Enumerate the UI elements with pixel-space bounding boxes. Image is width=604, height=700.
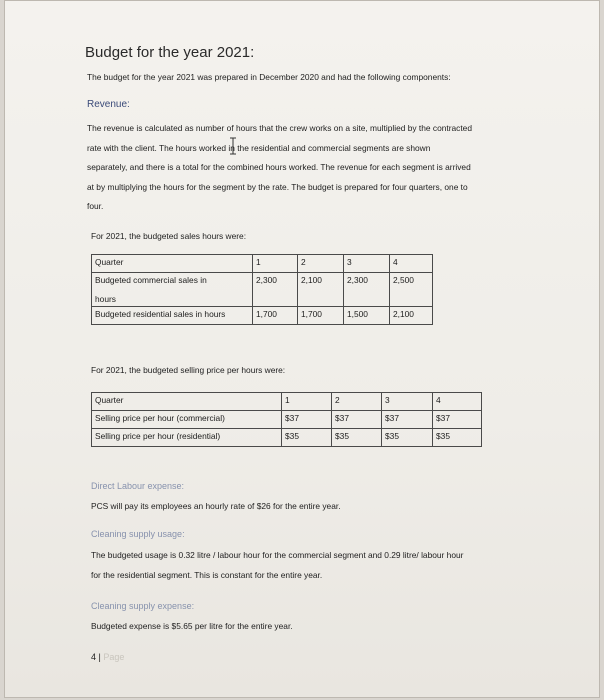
table-cell: $37 bbox=[282, 411, 332, 429]
table-cell: Quarter bbox=[92, 255, 253, 273]
table-cell: 1,700 bbox=[253, 307, 298, 325]
text-cursor-icon bbox=[229, 137, 237, 155]
revenue-paragraph bbox=[87, 119, 472, 217]
table-cell: 3 bbox=[344, 255, 390, 273]
table-row bbox=[92, 273, 433, 307]
revenue-heading: Revenue: bbox=[87, 99, 130, 110]
revenue-line: at by multiplying the hours for the segment by the rate. The budget is prepared for four quarters, one to bbox=[87, 181, 468, 192]
row-label: hours bbox=[95, 294, 116, 304]
table-cell: 2 bbox=[298, 255, 344, 273]
cleaning-expense-heading: Cleaning supply expense: bbox=[91, 601, 195, 611]
table-cell: 4 bbox=[433, 393, 482, 411]
sales-hours-intro: For 2021, the budgeted sales hours were: bbox=[91, 231, 247, 241]
cleaning-usage-line: for the residential segment. This is constant for the entire year. bbox=[91, 569, 323, 580]
cleaning-usage-paragraph bbox=[91, 546, 463, 585]
table-cell: 4 bbox=[390, 255, 433, 273]
table-cell: Selling price per hour (residential) bbox=[92, 429, 282, 447]
row-label: Budgeted commercial sales in bbox=[95, 275, 207, 285]
table-cell bbox=[92, 273, 253, 307]
table-cell: $37 bbox=[433, 411, 482, 429]
table-header-row bbox=[92, 393, 482, 411]
table-cell: Budgeted residential sales in hours bbox=[92, 307, 253, 325]
table-cell: 1 bbox=[253, 255, 298, 273]
table-cell: 2,300 bbox=[344, 273, 390, 307]
table-cell: 2,500 bbox=[390, 273, 433, 307]
table-cell: $37 bbox=[382, 411, 433, 429]
table-cell: 1,700 bbox=[298, 307, 344, 325]
page-title: Budget for the year 2021: bbox=[85, 44, 255, 61]
direct-labour-text: PCS will pay its employees an hourly rate of $26 for the entire year. bbox=[91, 501, 341, 511]
selling-price-table bbox=[91, 392, 482, 447]
cleaning-usage-heading: Cleaning supply usage: bbox=[91, 529, 185, 539]
table-cell: 2,100 bbox=[390, 307, 433, 325]
revenue-line: The revenue is calculated as number of hours that the crew works on a site, multiplied by the contracted bbox=[87, 123, 472, 133]
table-cell: 2,100 bbox=[298, 273, 344, 307]
table-cell: $35 bbox=[382, 429, 433, 447]
document-page bbox=[4, 0, 600, 698]
page-number: 4 | bbox=[91, 652, 101, 662]
table-cell: 3 bbox=[382, 393, 433, 411]
table-cell: 1,500 bbox=[344, 307, 390, 325]
sales-hours-table bbox=[91, 254, 433, 325]
revenue-line: rate with the client. The hours worked in the residential and commercial segments are shown bbox=[87, 142, 431, 153]
cleaning-usage-line: The budgeted usage is 0.32 litre / labour hour for the commercial segment and 0.29 litre/ labour hour bbox=[91, 550, 464, 560]
direct-labour-heading: Direct Labour expense: bbox=[91, 481, 185, 491]
page-footer bbox=[91, 652, 124, 662]
revenue-line: four. bbox=[87, 201, 104, 212]
table-cell: Selling price per hour (commercial) bbox=[92, 411, 282, 429]
table-cell: 1 bbox=[282, 393, 332, 411]
table-cell: $35 bbox=[332, 429, 382, 447]
intro-text: The budget for the year 2021 was prepared in December 2020 and had the following components: bbox=[87, 72, 451, 82]
page-label: Page bbox=[103, 652, 125, 662]
table-cell: $35 bbox=[433, 429, 482, 447]
table-cell: $35 bbox=[282, 429, 332, 447]
table-cell: 2,300 bbox=[253, 273, 298, 307]
table-row bbox=[92, 429, 482, 447]
table-row bbox=[92, 411, 482, 429]
table-cell: $37 bbox=[332, 411, 382, 429]
table-cell: Quarter bbox=[92, 393, 282, 411]
table-row bbox=[92, 307, 433, 325]
table-header-row bbox=[92, 255, 433, 273]
revenue-line: separately, and there is a total for the combined hours worked. The revenue for each segment is arrived bbox=[87, 162, 471, 173]
cleaning-expense-text: Budgeted expense is $5.65 per litre for the entire year. bbox=[91, 621, 293, 631]
selling-price-intro: For 2021, the budgeted selling price per hours were: bbox=[91, 365, 286, 375]
table-cell: 2 bbox=[332, 393, 382, 411]
